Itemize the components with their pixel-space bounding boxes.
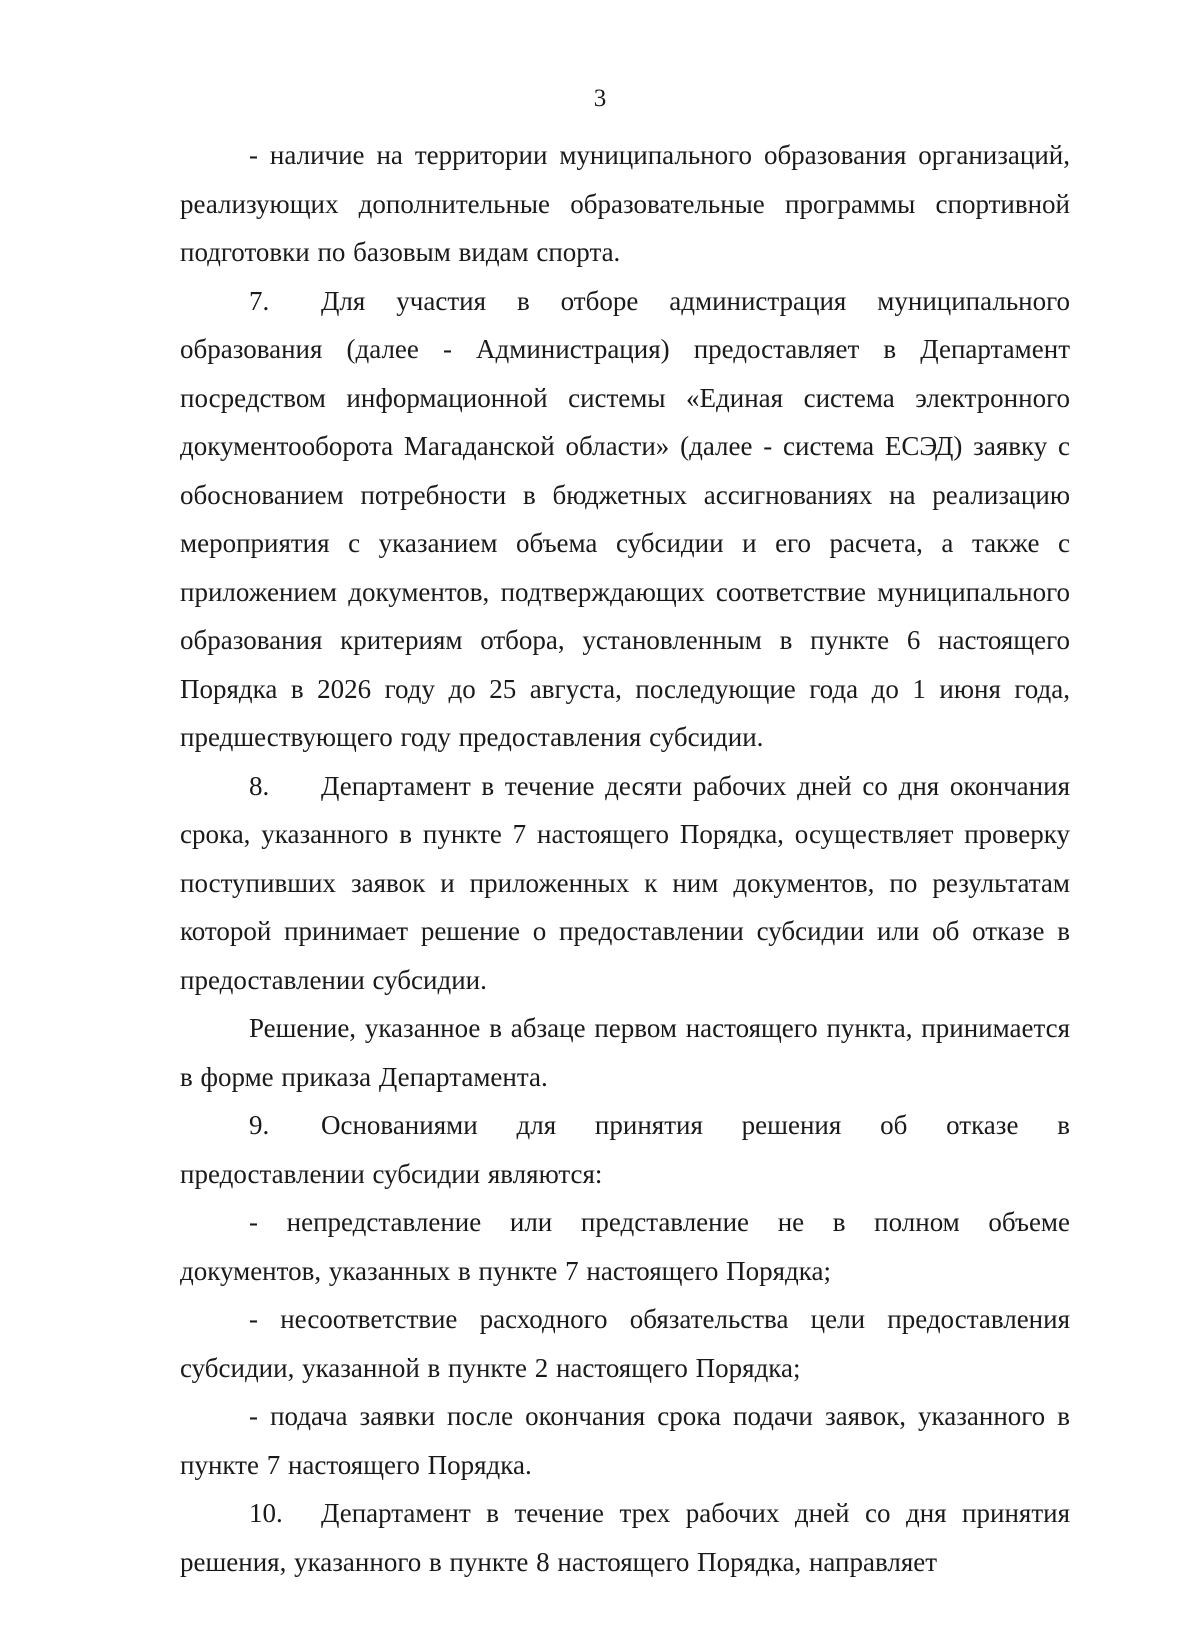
- paragraph-text: - подача заявки после окончания срока подачи заявок, указанного в пункте 7 настоящего Порядка.: [180, 1401, 1070, 1480]
- paragraph-text: - наличие на территории муниципального образования организаций, реализующих дополнительные образовательные программы спортивной подготовки по базовым видам спорта.: [180, 140, 1070, 267]
- paragraph-text: Для участия в отборе администрация муниципального образования (далее - Администрация) предоставляет в Департамент посредством информационной системы «Единая система электронного документооборота Магаданской области» (далее - система ЕСЭД) заявку с обоснованием потребности в бюджетных ассигнованиях на реализацию мероприятия с указанием объема субсидии и его расчета, а также с приложением документов, подтверждающих соответствие муниципального образования критериям отбора, установленным в пункте 6 настоящего Порядка в 2026 году до 25 августа, последующие года до 1 июня года, предшествующего году предоставления субсидии.: [180, 285, 1070, 752]
- paragraph-9: [180, 1101, 1070, 1198]
- page-number: 3: [593, 85, 607, 112]
- paragraph-8-decision: [180, 1004, 1070, 1101]
- paragraph-9-reason-1: [180, 1198, 1070, 1295]
- paragraph-7: [180, 277, 1070, 762]
- paragraph-8: [180, 762, 1070, 1005]
- paragraph-text: Основаниями для принятия решения об отказе в предоставлении субсидии являются:: [180, 1110, 1070, 1189]
- document-body: [180, 131, 1070, 1586]
- paragraph-10: [180, 1489, 1070, 1586]
- paragraph-text: - несоответствие расходного обязательства цели предоставления субсидии, указанной в пункте 2 настоящего Порядка;: [180, 1304, 1070, 1383]
- paragraph-number: 10.: [249, 1498, 283, 1528]
- paragraph-number: 7.: [249, 285, 270, 316]
- paragraph-number: 9.: [249, 1110, 270, 1140]
- paragraph-text: Решение, указанное в абзаце первом настоящего пункта, принимается в форме приказа Департамента.: [180, 1013, 1070, 1092]
- paragraph-text: - непредставление или представление не в полном объеме документов, указанных в пункте 7 настоящего Порядка;: [180, 1207, 1070, 1286]
- paragraph-number: 8.: [249, 770, 270, 801]
- paragraph-criteria-item: [180, 131, 1070, 277]
- paragraph-text: Департамент в течение десяти рабочих дней со дня окончания срока, указанного в пункте 7 настоящего Порядка, осуществляет проверку поступивших заявок и приложенных к ним документов, по результатам которой принимает решение о предоставлении субсидии или об отказе в предоставлении субсидии.: [180, 770, 1070, 995]
- paragraph-9-reason-3: [180, 1392, 1070, 1489]
- paragraph-9-reason-2: [180, 1295, 1070, 1392]
- paragraph-text: Департамент в течение трех рабочих дней со дня принятия решения, указанного в пункте 8 настоящего Порядка, направляет: [180, 1498, 1070, 1577]
